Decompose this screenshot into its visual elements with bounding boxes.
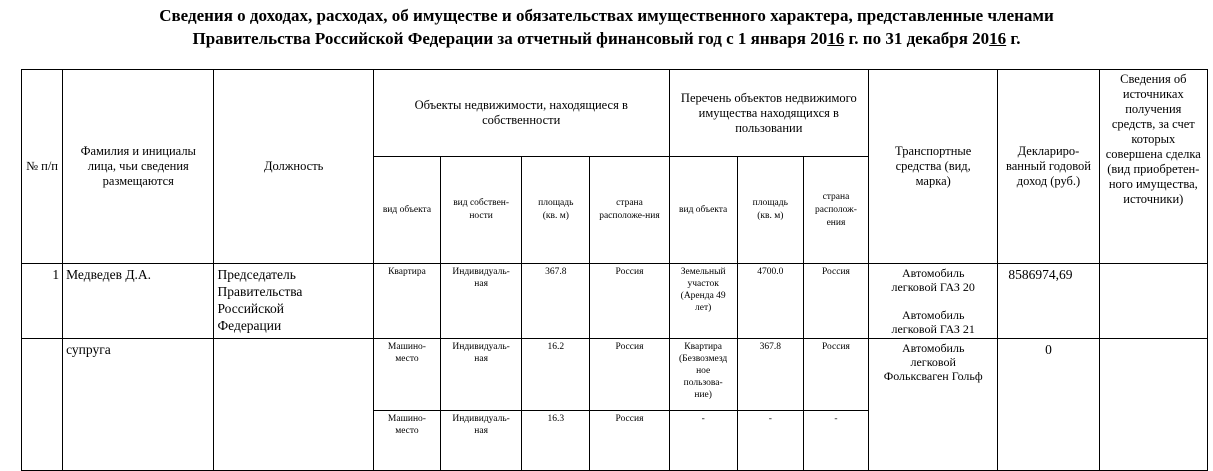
row-owned-ownership: Индивидуаль-ная [441, 264, 522, 339]
row-used-area: 4700.0 [737, 264, 803, 339]
row-used-type: Квартира (Безвозмезд ное пользова-ние) [669, 339, 737, 411]
title-line-1: Сведения о доходах, расходах, об имуществе и обязательствах имущественного характера, представленные членами [159, 6, 1054, 25]
header-vehicles: Транспортные средства (вид, марка) [869, 70, 998, 264]
header-used-country: страна располож-ения [803, 157, 868, 264]
row-owned-country: Россия [590, 264, 669, 339]
row-name: супруга [63, 339, 214, 471]
row-owned-ownership: Индивидуаль-ная [441, 339, 522, 411]
header-position: Должность [214, 70, 373, 264]
header-num: № п/п [22, 70, 63, 264]
table-row [22, 339, 1208, 411]
header-name: Фамилия и инициалы лица, чьи сведения размещаются [63, 70, 214, 264]
vehicle-1: Автомобиль легковой ГАЗ 20 [891, 266, 975, 294]
row-owned-area: 367.8 [522, 264, 590, 339]
row-used-area: 367.8 [737, 339, 803, 411]
row-owned-area: 16.3 [522, 411, 590, 471]
row-num: 1 [22, 264, 63, 339]
declaration-table [21, 69, 1208, 471]
row-position: Председатель Правительства Российской Федерации [214, 264, 373, 339]
row-used-area: - [737, 411, 803, 471]
row-income: 8586974,69 [998, 264, 1099, 339]
header-owned-ownership: вид собствен-ности [441, 157, 522, 264]
header-sources: Сведения об источниках получения средств, за счет которых совершена сделка (вид приобретен-ного имущества, источники) [1099, 70, 1207, 264]
header-used-area: площадь (кв. м) [737, 157, 803, 264]
row-sources [1099, 339, 1207, 471]
header-owned-country: страна расположе-ния [590, 157, 669, 264]
row-position [214, 339, 373, 471]
row-owned-ownership: Индивидуаль-ная [441, 411, 522, 471]
header-income: Деклариро-ванный годовой доход (руб.) [998, 70, 1099, 264]
row-owned-country: Россия [590, 411, 669, 471]
row-vehicles [869, 339, 998, 471]
row-vehicles [869, 264, 998, 339]
header-used-group: Перечень объектов недвижимого имущества находящихся в пользовании [669, 70, 868, 157]
row-used-country: Россия [803, 339, 868, 411]
row-owned-type: Машино-место [373, 411, 440, 471]
row-owned-area: 16.2 [522, 339, 590, 411]
header-owned-type: вид объекта [373, 157, 440, 264]
row-income: 0 [998, 339, 1099, 471]
vehicle-1: Автомобиль легковой Фольксваген Гольф [883, 341, 983, 383]
document-title [0, 4, 1213, 50]
row-used-country: Россия [803, 264, 868, 339]
row-owned-country: Россия [590, 339, 669, 411]
row-owned-type: Квартира [373, 264, 440, 339]
row-num [22, 339, 63, 471]
row-used-type: - [669, 411, 737, 471]
row-used-type: Земельный участок (Аренда 49 лет) [669, 264, 737, 339]
header-owned-group: Объекты недвижимости, находящиеся в собственности [373, 70, 669, 157]
vehicle-2: Автомобиль легковой ГАЗ 21 [891, 308, 975, 336]
title-line-2: Правительства Российской Федерации за отчетный финансовый год с 1 января 2016 г. по 31 декабря 2016 г. [192, 29, 1021, 48]
row-name: Медведев Д.А. [63, 264, 214, 339]
row-used-country: - [803, 411, 868, 471]
table-row [22, 264, 1208, 339]
row-owned-type: Машино-место [373, 339, 440, 411]
row-sources [1099, 264, 1207, 339]
header-owned-area: площадь (кв. м) [522, 157, 590, 264]
header-used-type: вид объекта [669, 157, 737, 264]
